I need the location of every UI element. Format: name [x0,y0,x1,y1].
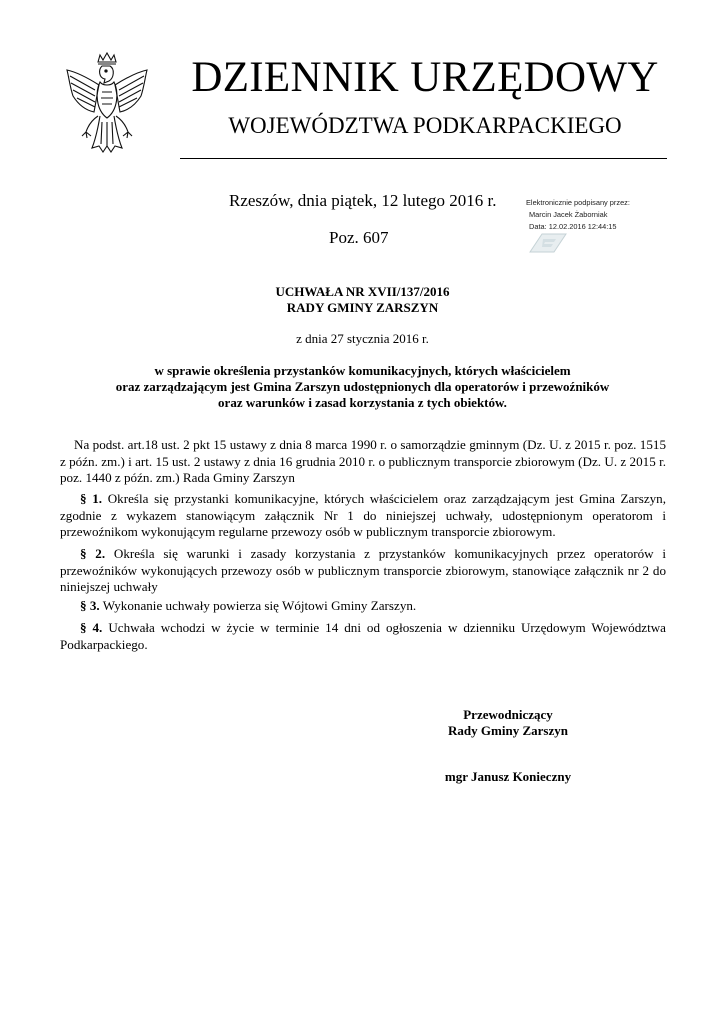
signatory-role: Przewodniczący [463,707,553,722]
resolution-title-line1: UCHWAŁA NR XVII/137/2016 [275,284,450,299]
journal-subtitle: WOJEWÓDZTWA PODKARPACKIEGO [228,113,622,138]
signer-name: Marcin Jacek Żaborniak [529,210,608,219]
section-mark: § 4. [80,620,103,635]
publication-position: Poz. 607 [329,228,389,247]
section-text: Określa się warunki i zasady korzystania z przystanków komunikacyjnych przez operatorów i przewoźników wykonujących przewozy osób w publicznym transporcie zbiorowym, stanowiące załącznik nr 2 do niniejszej uchwały [60,546,667,594]
section-mark: § 3. [80,598,100,613]
section-3 [60,598,666,615]
journal-title: DZIENNIK URZĘDOWY [191,54,659,101]
section-1 [60,491,666,541]
polish-eagle-emblem-icon [62,52,152,164]
resolution-date: z dnia 27 stycznia 2016 r. [296,331,429,346]
resolution-subject-line1: w sprawie określenia przystanków komunikacyjnych, których właścicielem [154,363,571,378]
preamble-paragraph [60,437,666,487]
resolution-subject-line3: oraz warunków i zasad korzystania z tych obiektów. [218,395,507,410]
preamble-text: Na podst. art.18 ust. 2 pkt 15 ustawy z dnia 8 marca 1990 r. o samorządzie gminnym (Dz. U. z 2015 r. poz. 1515 z późn. zm.) i art. 15 ust. 2 ustawy z dnia 16 grudnia 2010 r. o publicznym transporcie zbiorowym (Dz. U. z 2015 r. poz. 1440 z późn. zm.) Rada Gminy Zarszyn [60,437,666,485]
section-2 [60,546,666,596]
publication-date: Rzeszów, dnia piątek, 12 lutego 2016 r. [229,191,497,210]
section-text: Uchwała wchodzi w życie w terminie 14 dni od ogłoszenia w dzienniku Urzędowym Województwa Podkarpackiego. [60,620,666,652]
header-divider [180,158,667,159]
e-signature-logo-icon [528,232,568,254]
electronic-signature-box [526,198,656,258]
signature-date: Data: 12.02.2016 12:44:15 [529,222,617,231]
signatory-body: Rady Gminy Zarszyn [448,723,568,738]
section-mark: § 1. [80,491,103,506]
section-mark: § 2. [80,546,106,561]
resolution-subject-line2: oraz zarządzającym jest Gmina Zarszyn udostępnionych dla operatorów i przewoźników [115,379,610,394]
section-text: Wykonanie uchwały powierza się Wójtowi Gminy Zarszyn. [102,598,417,613]
signature-header: Elektronicznie podpisany przez: [526,198,630,207]
signatory-name: mgr Janusz Konieczny [444,769,572,784]
section-text: Określa się przystanki komunikacyjne, których właścicielem oraz zarządzającym jest Gmina Zarszyn, zgodnie z wykazem stanowiącym załącznik Nr 1 do niniejszej uchwały, udostępnionym operatorom i przewoźnikom wykonującym regularne przewozy osób w publicznym transporcie zbiorowym. [60,491,667,539]
section-4 [60,620,666,653]
resolution-title-line2: RADY GMINY ZARSZYN [286,300,439,315]
